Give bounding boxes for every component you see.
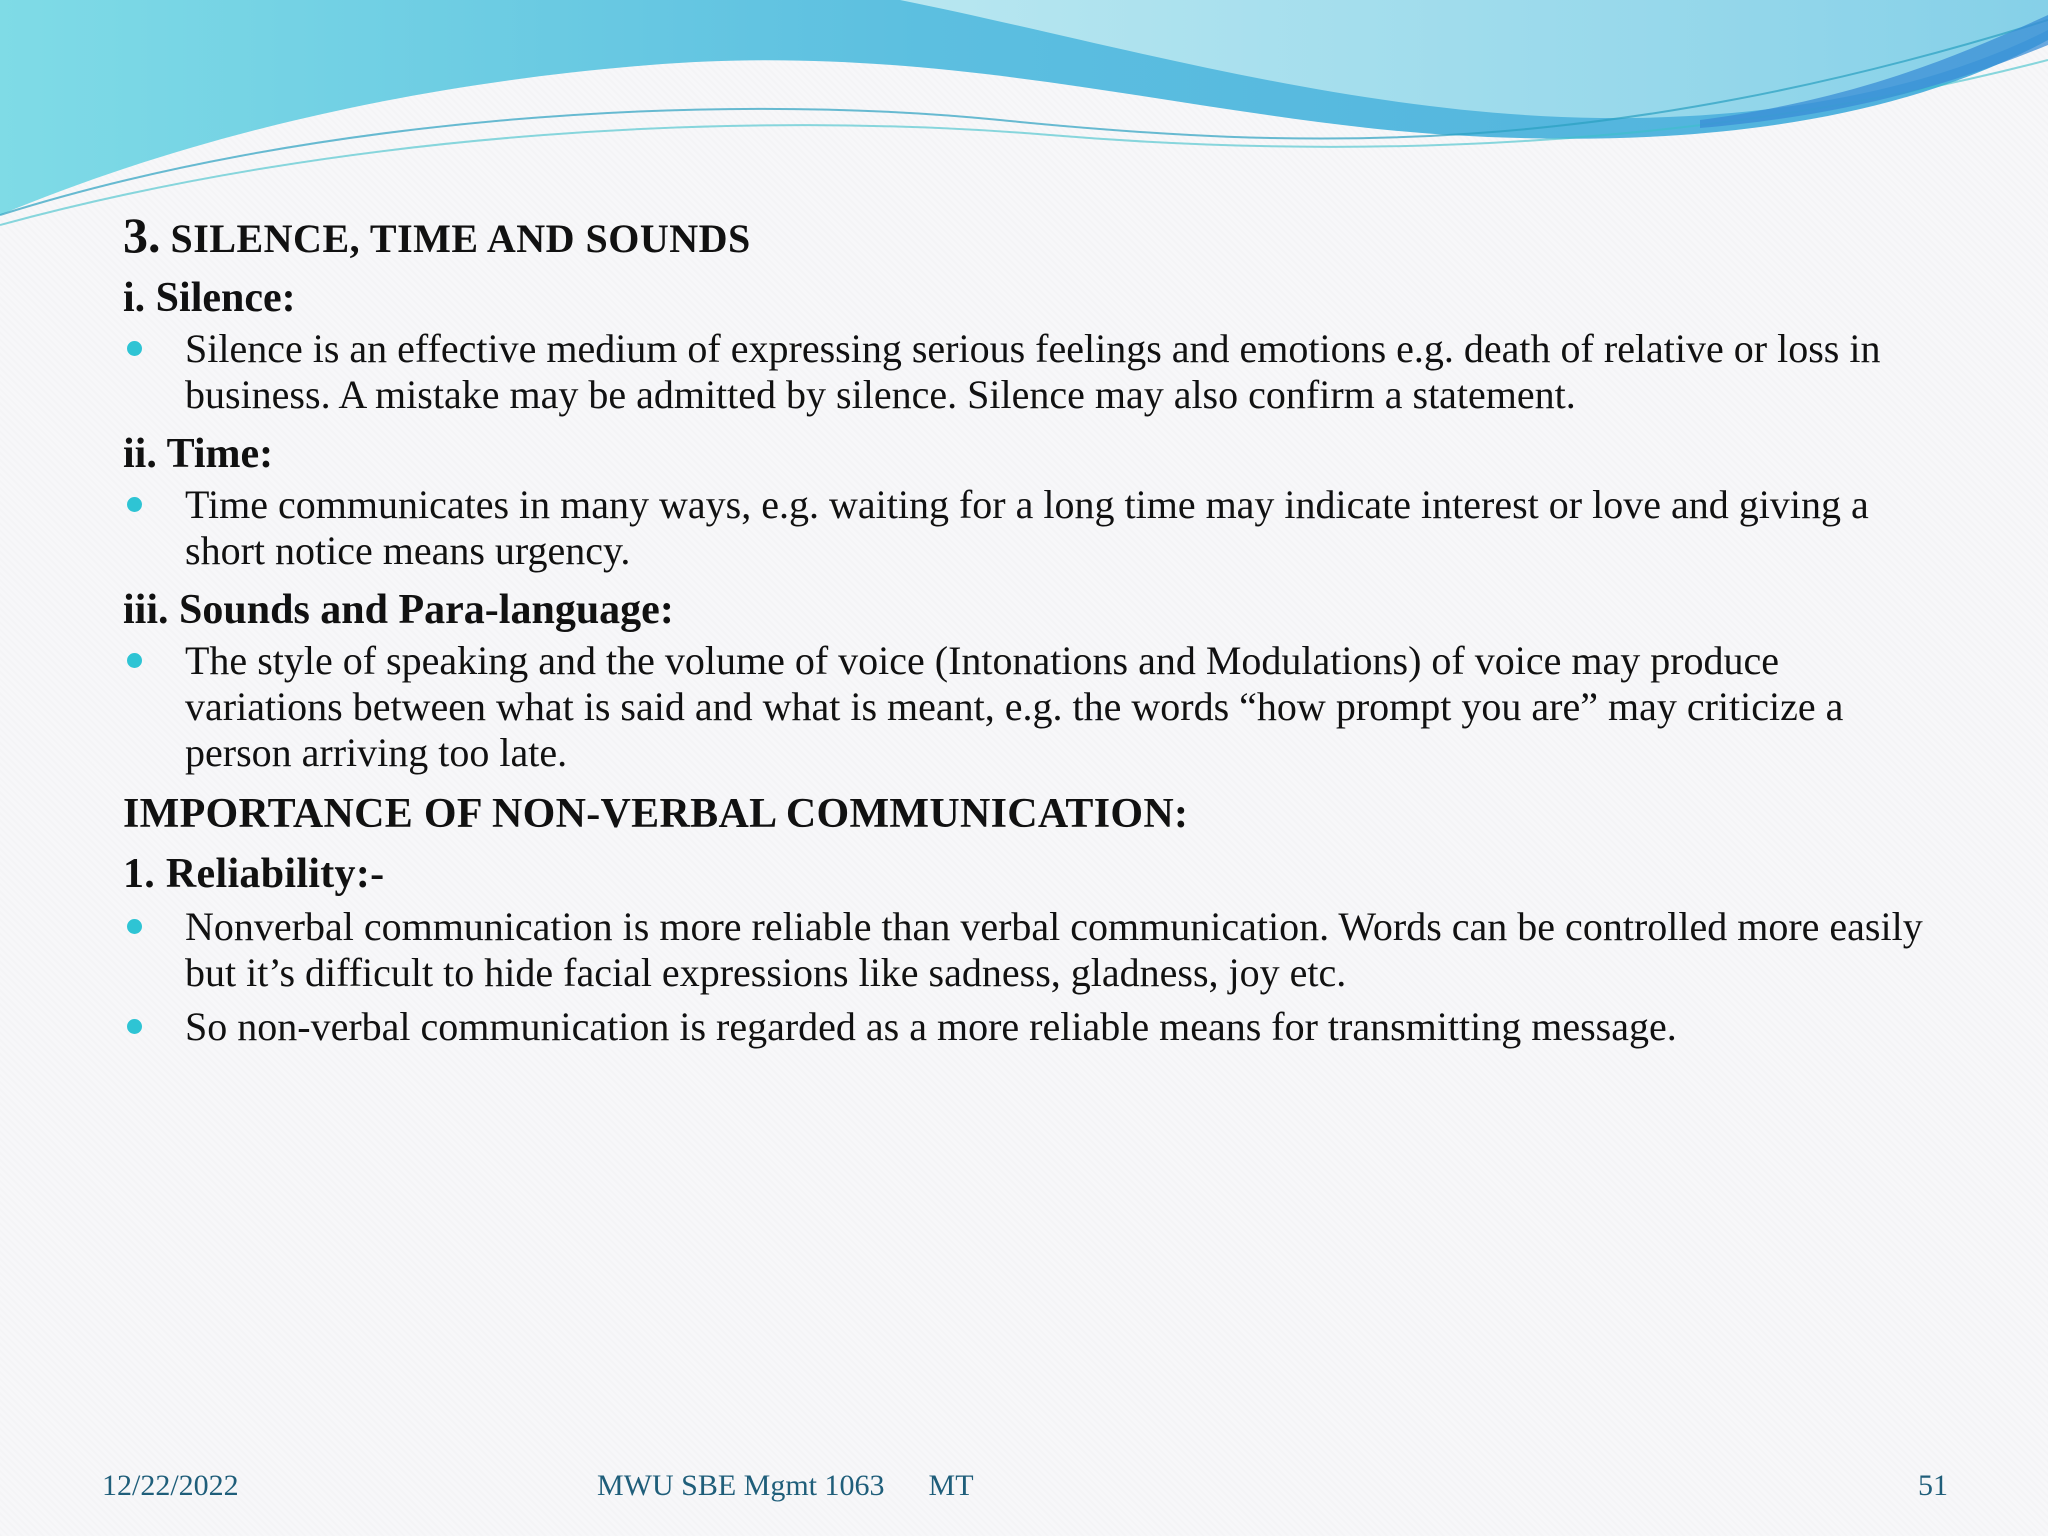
list-item — [123, 482, 1923, 574]
silence-bullets — [123, 326, 1923, 418]
footer-date: 12/22/2022 — [102, 1469, 239, 1502]
heading-silence: i. Silence: — [123, 275, 296, 321]
heading-time: ii. Time: — [123, 431, 274, 477]
list-item — [123, 326, 1923, 418]
bullet-dot-icon — [127, 341, 142, 356]
footer-course-info — [597, 1466, 974, 1506]
reliability-bullets — [123, 904, 1923, 1050]
bullet-text: Nonverbal communication is more reliable than verbal communication. Words can be controlled more easily but it’s difficult to hide facial expressions like sadness, gladness, joy etc. — [185, 904, 1923, 995]
list-item — [123, 904, 1923, 996]
heading-sounds: iii. Sounds and Para-language: — [123, 587, 674, 633]
footer-page-number: 51 — [1918, 1469, 1948, 1502]
heading-reliability: 1. Reliability:- — [123, 851, 385, 897]
bullet-dot-icon — [127, 497, 142, 512]
bullet-text: Time communicates in many ways, e.g. waiting for a long time may indicate interest or love and giving a short notice means urgency. — [185, 482, 1869, 573]
footer-author: MT — [928, 1469, 974, 1502]
sounds-bullets — [123, 638, 1923, 776]
section-number: 3. — [123, 207, 161, 263]
list-item — [123, 638, 1923, 776]
bullet-dot-icon — [127, 919, 142, 934]
section-title-text: SILENCE, TIME AND SOUNDS — [170, 216, 751, 261]
bullet-dot-icon — [127, 653, 142, 668]
bullet-dot-icon — [127, 1019, 142, 1034]
bullet-text: Silence is an effective medium of expressing serious feelings and emotions e.g. death of relative or loss in business. A mistake may be admitted by silence. Silence may also confirm a statement. — [185, 326, 1881, 417]
bullet-text: So non-verbal communication is regarded as a more reliable means for transmitting message. — [185, 1004, 1677, 1049]
footer-course: MWU SBE Mgmt 1063 — [597, 1469, 885, 1502]
list-item — [123, 1004, 1923, 1050]
heading-importance: IMPORTANCE OF NON-VERBAL COMMUNICATION: — [123, 791, 1189, 837]
section-title — [123, 200, 1923, 270]
slide-content — [123, 200, 1923, 1058]
time-bullets — [123, 482, 1923, 574]
bullet-text: The style of speaking and the volume of voice (Intonations and Modulations) of voice may produce variations between what is said and what is meant, e.g. the words “how prompt you are” may criticize a person arriving too late. — [185, 638, 1844, 775]
